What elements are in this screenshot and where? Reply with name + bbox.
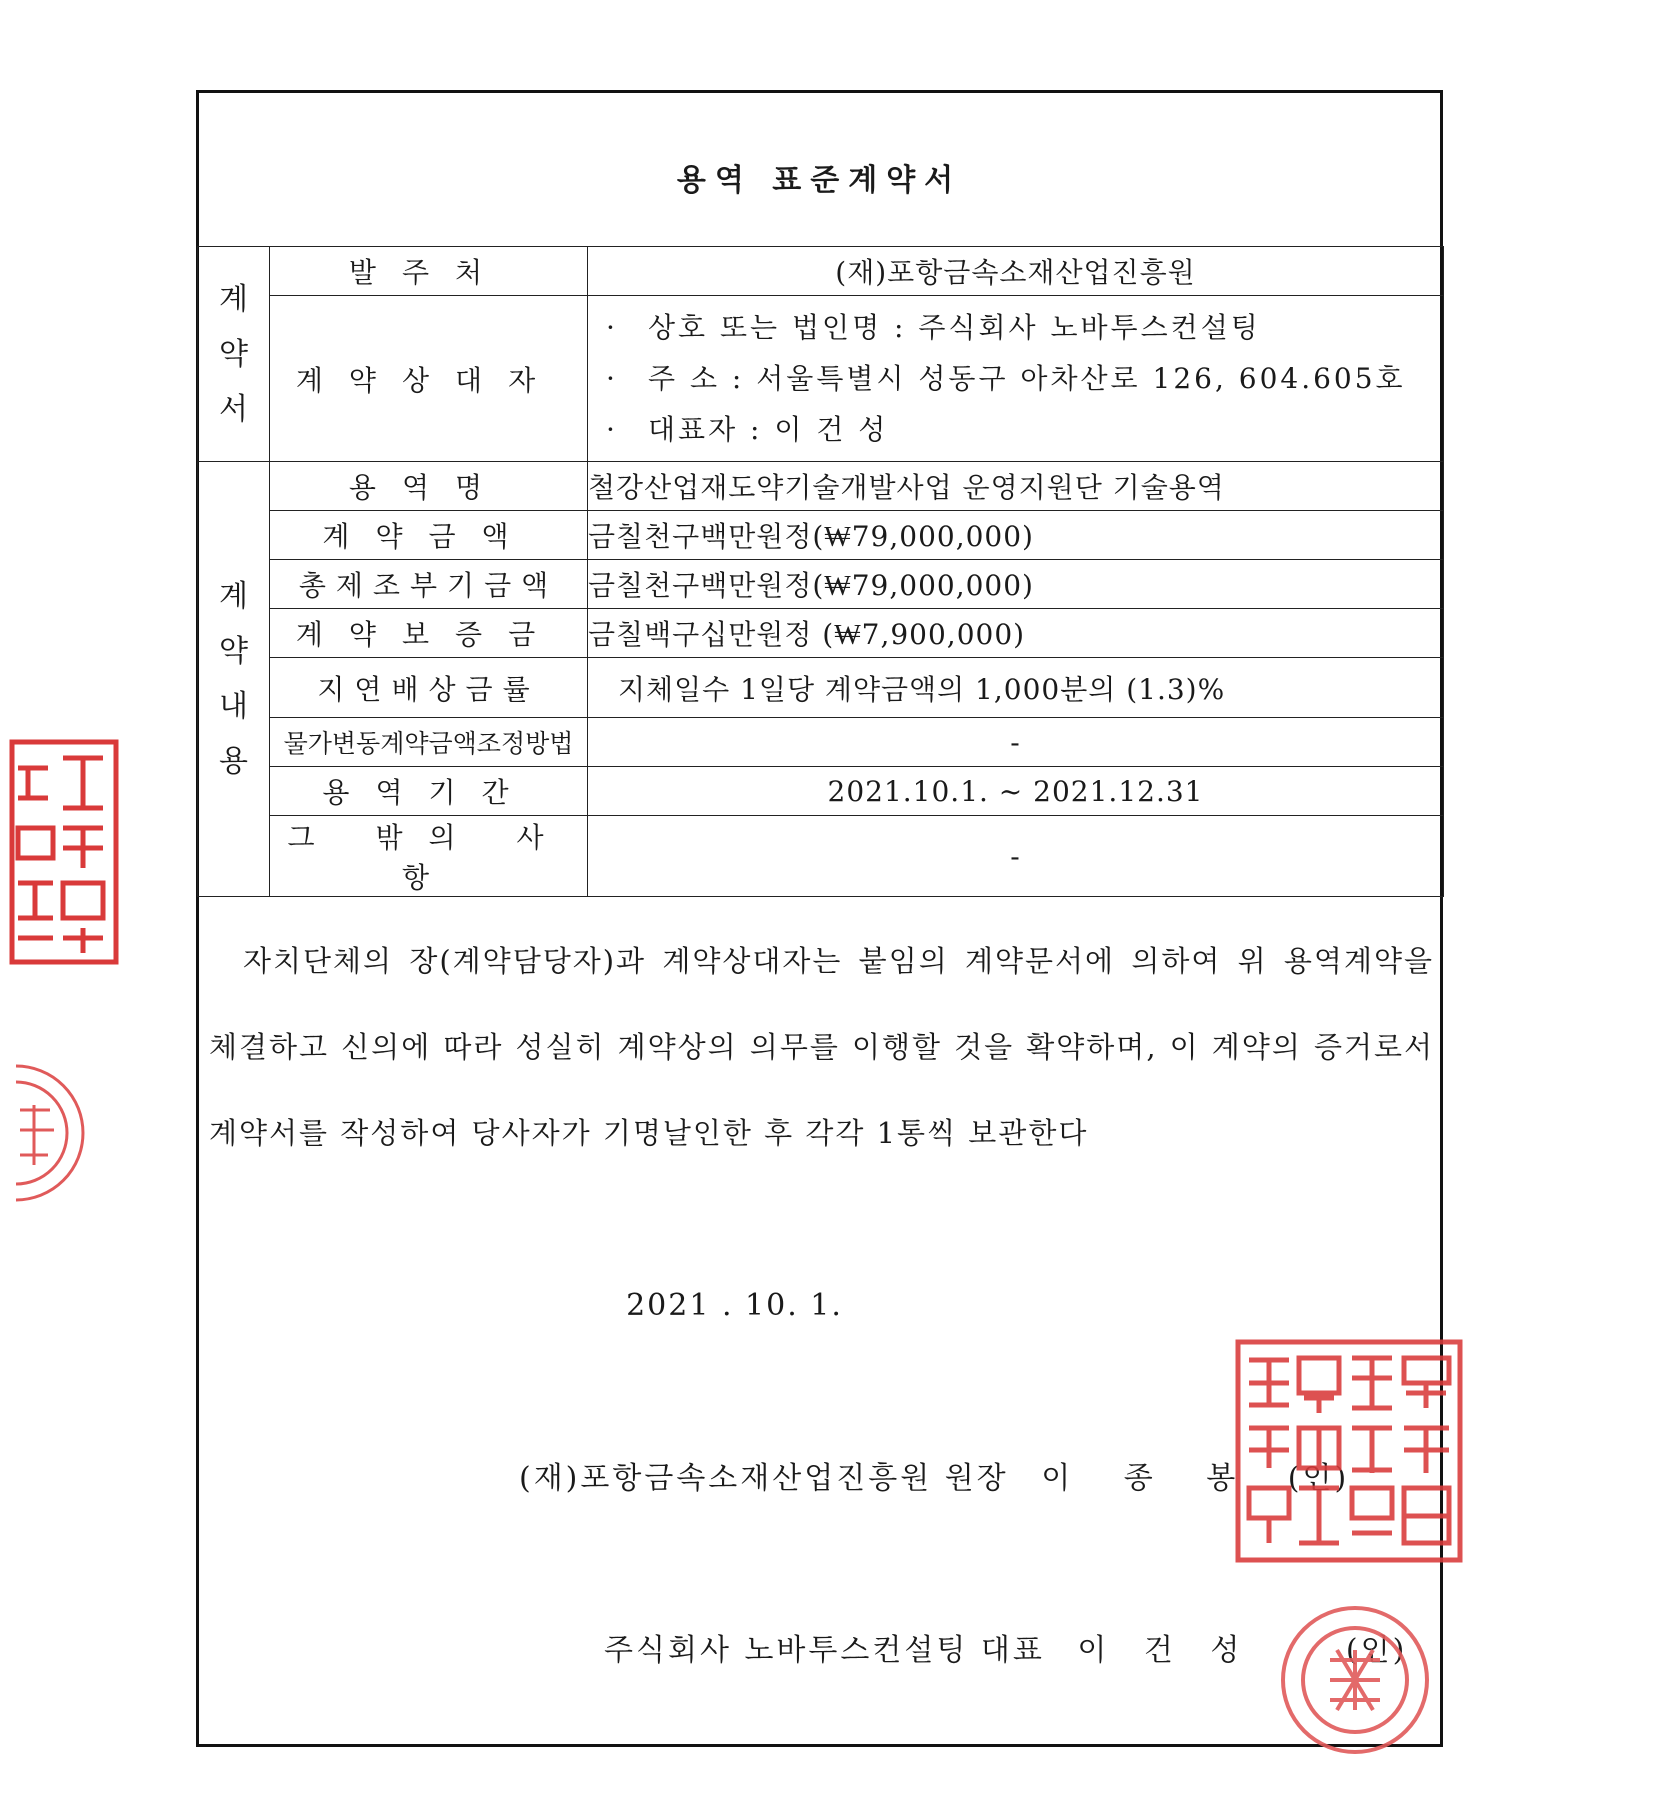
period-value: 2021.10.1. ~ 2021.12.31: [588, 767, 1444, 816]
left-margin-round-seal-stamp: [6, 1060, 90, 1206]
client-signature-line: [519, 1453, 1349, 1497]
section-char: 내: [219, 689, 248, 724]
client-official-seal-stamp: [1234, 1338, 1464, 1564]
delay-rate-value: 지체일수 1일당 계약금액의 1,000분의 (1.3)%: [588, 658, 1444, 718]
delay-rate-label: 지연배상금률: [270, 658, 588, 718]
document-title: 용역 표준계약서: [676, 163, 963, 198]
other-value: -: [588, 816, 1444, 897]
total-amount-label: 총제조부기금액: [270, 560, 588, 609]
counterparty-representative: · 대표자 : 이 건 성: [606, 413, 889, 446]
section-char: 약: [219, 336, 248, 372]
section-char: 용: [219, 744, 248, 779]
section-contract-contents: [198, 462, 270, 897]
counterparty-details: [588, 296, 1444, 462]
contractor-signature-name: 이 건 성: [1077, 1633, 1254, 1668]
contract-date: 2021 . 10. 1.: [626, 1288, 843, 1323]
contractor-signature-org: 주식회사 노바투스컨설팅 대표: [604, 1633, 1045, 1668]
contractor-round-seal-stamp: [1275, 1600, 1435, 1760]
price-adjustment-value: -: [588, 718, 1444, 767]
contract-amount-label: 계약금액: [270, 511, 588, 560]
contract-body-text: 자치단체의 장(계약담당자)과 계약상대자는 붙임의 계약문서에 의하여 위 용역계약을 체결하고 신의에 따라 성실히 계약상의 의무를 이행할 것을 확약하며, 이 계약의 증거로서 계약서를 작성하여 당사자가 기명날인한 후 각각 1통씩 보관한다: [209, 944, 1434, 1150]
price-adjustment-label: 물가변동계약금액조정방법: [270, 718, 588, 767]
client-label: 발주처: [270, 247, 588, 296]
contractor-seal-mark: (인): [1345, 1633, 1408, 1668]
total-amount-value: 금칠천구백만원정(₩79,000,000): [588, 560, 1444, 609]
counterparty-company: · 상호 또는 법인명 : 주식회사 노바투스컨설팅: [606, 311, 1261, 344]
section-contract-parties: [198, 247, 270, 462]
left-margin-seal-stamp: [8, 738, 120, 968]
counterparty-address: · 주 소 : 서울특별시 성동구 아차산로 126, 604.605호: [606, 362, 1406, 395]
contract-table: [197, 246, 1444, 897]
section-char: 계: [219, 579, 248, 614]
other-label: 그 밖의 사항: [270, 816, 588, 897]
guarantee-value: 금칠백구십만원정 (₩7,900,000): [588, 609, 1444, 658]
counterparty-label: 계약상대자: [270, 296, 588, 462]
period-label: 용역기간: [270, 767, 588, 816]
section-char: 약: [219, 634, 248, 669]
contract-amount-value: 금칠천구백만원정(₩79,000,000): [588, 511, 1444, 560]
client-value: (재)포항금속소재산업진흥원: [588, 247, 1444, 296]
client-signature-org: (재)포항금속소재산업진흥원 원장: [519, 1461, 1009, 1496]
client-seal-mark: (인): [1287, 1461, 1350, 1496]
section-char: 서: [219, 391, 248, 427]
client-signature-name: 이 종 봉: [1041, 1461, 1258, 1496]
service-name-value: 철강산업재도약기술개발사업 운영지원단 기술용역: [588, 462, 1444, 511]
guarantee-label: 계약보증금: [270, 609, 588, 658]
section-char: 계: [219, 281, 248, 317]
service-name-label: 용역명: [270, 462, 588, 511]
